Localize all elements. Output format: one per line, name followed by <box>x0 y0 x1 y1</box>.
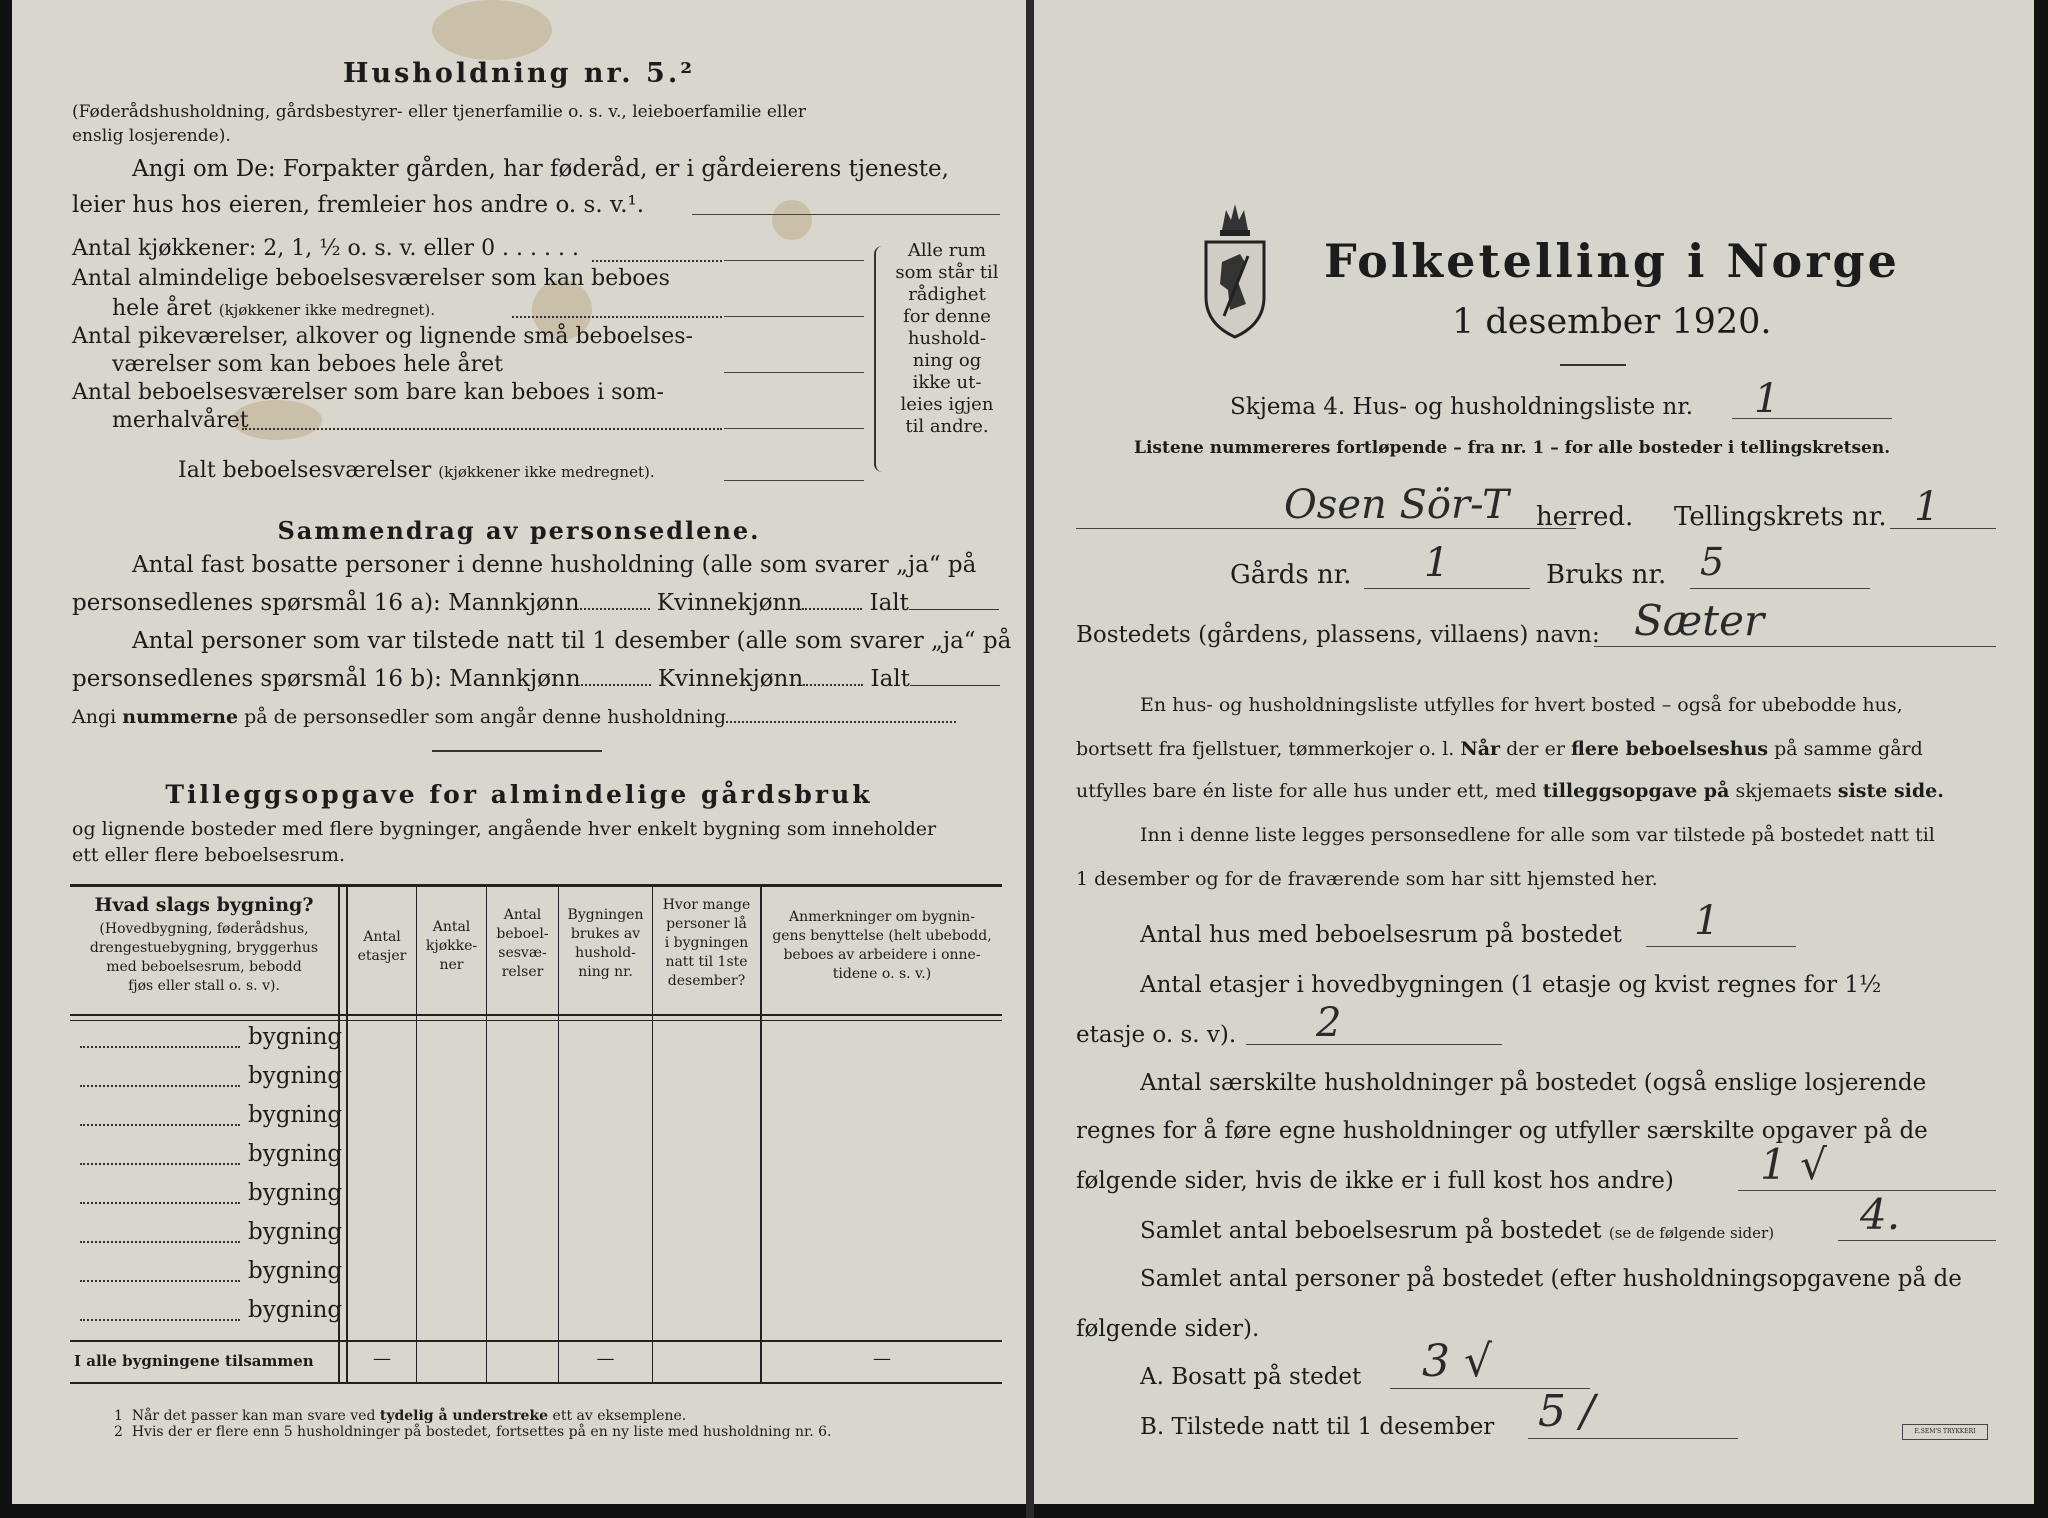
p1-l3d: siste side. <box>1837 780 1944 802</box>
fn1-c: ett av eksemplene. <box>552 1408 687 1424</box>
answer-line <box>1076 528 1576 529</box>
census-date: 1 desember 1920. <box>1452 302 1772 342</box>
dot-leader <box>592 260 722 262</box>
divider <box>432 750 602 752</box>
q-rum-value: 4. <box>1860 1190 1901 1239</box>
fn-num-1: 1 <box>114 1408 123 1424</box>
intro-note-2: enslig losjerende). <box>72 126 231 146</box>
th-line: fjøs eller stall o. s. v). <box>128 978 280 994</box>
s2-kvinne: Kvinnekjønn <box>656 590 803 616</box>
side-note-line: Alle rum <box>907 240 987 261</box>
q-etasjer-value: 2 <box>1316 1000 1342 1046</box>
row-label: bygning <box>248 1219 343 1245</box>
tillegg-title: Tilleggsopgave for almindelige gårdsbruk <box>165 780 873 809</box>
th-line: Antal <box>503 907 542 923</box>
answer-line <box>1246 1044 1502 1045</box>
row-label: bygning <box>248 1141 343 1167</box>
divider <box>1560 364 1626 366</box>
fn1-a: Når det passer kan man svare ved <box>131 1408 376 1424</box>
bosted-value: Sæter <box>1634 596 1765 645</box>
skjema-line: Skjema 4. Hus- og husholdningsliste nr. <box>1230 394 1694 420</box>
p1-l2d: flere beboelseshus <box>1571 738 1769 760</box>
intro-note: (Føderådshusholdning, gårdsbestyrer- eller tjenerfamilie o. s. v., leieboerfamilie eller <box>72 102 806 122</box>
census-title: Folketelling i Norge <box>1324 234 1900 288</box>
p2-line-1: Inn i denne liste legges personsedlene for alle som var tilstede på bostedet natt til <box>1140 824 1935 846</box>
th-line: med beboelsesrum, bebodd <box>106 959 302 975</box>
side-note-line: leies igjen <box>900 394 994 415</box>
side-note-line: som står til <box>895 262 999 283</box>
footnote-1 <box>114 1408 686 1424</box>
q-pike-1: Antal pikeværelser, alkover og lignende små beboelses- <box>72 324 693 349</box>
s4-text: personsedlenes spørsmål 16 b): Mannkjønn <box>72 666 581 692</box>
q-alm-1: Antal almindelige beboelsesværelser som kan beboes <box>72 266 670 291</box>
row-dot-leader <box>80 1280 240 1282</box>
th-line: kjøkke- <box>425 938 478 954</box>
p1-l2b: Når <box>1460 738 1501 760</box>
fn-num-2: 2 <box>114 1424 123 1440</box>
s5-a: Angi <box>72 706 117 728</box>
q-rum <box>1140 1218 1774 1244</box>
th-etasjer <box>348 928 416 966</box>
th-line: relser <box>501 964 544 980</box>
th-line: Hvor mange <box>662 897 751 913</box>
q-alm-2-text: hele året <box>112 296 212 321</box>
th-line: beboes av arbeidere i onne- <box>783 947 981 963</box>
q-som-2: merhalvåret <box>112 408 249 433</box>
household-title: Husholdning nr. 5.² <box>342 58 696 89</box>
th-anmerkninger <box>762 908 1002 984</box>
answer-line <box>1838 1240 1996 1241</box>
p1-line-3 <box>1076 780 1944 802</box>
th-line: i bygningen <box>664 935 749 951</box>
tellingskrets-label: Tellingskrets nr. <box>1674 502 1887 532</box>
p1-l2e: på samme gård <box>1774 738 1923 760</box>
page-fold <box>1026 0 1034 1518</box>
row-label: bygning <box>248 1180 343 1206</box>
th-line: etasjer <box>357 948 407 964</box>
listene-note: Listene nummereres fortløpende – fra nr. 1 – for alle bosteder i tellingskretsen. <box>1134 438 1891 458</box>
p1-l2a: bortsett fra fjellstuer, tømmerkojer o. l. <box>1076 738 1455 760</box>
answer-line <box>724 428 864 429</box>
herred-label: herred. <box>1536 502 1634 532</box>
bruks-label: Bruks nr. <box>1546 560 1667 590</box>
th-line: hushold- <box>575 945 636 961</box>
th-line: (Hovedbygning, føderådshus, <box>99 921 309 937</box>
th-line: personer lå <box>666 916 747 932</box>
q-som-1: Antal beboelsesværelser som bare kan beboes i som- <box>72 380 664 405</box>
row-dot-leader <box>80 1241 240 1243</box>
row-dot-leader <box>80 1124 240 1126</box>
side-note-line: hushold- <box>907 328 987 349</box>
s2-text: personsedlenes spørsmål 16 a): Mannkjønn <box>72 590 580 616</box>
th-beboelsesvaerelser <box>487 906 558 982</box>
th-line: ning nr. <box>578 964 633 980</box>
th-line: ner <box>439 957 464 973</box>
q-hush-value: 1 √ <box>1760 1140 1827 1189</box>
answer-line <box>1690 588 1870 589</box>
bosted-label: Bostedets (gårdens, plassens, villaens) navn: <box>1076 622 1600 648</box>
th-building-note <box>72 920 336 996</box>
th-line: tidene o. s. v.) <box>832 966 932 982</box>
q-kjokken: Antal kjøkkener: 2, 1, ½ o. s. v. eller 0 . . . . . . <box>72 236 579 261</box>
q-etasjer-1: Antal etasjer i hovedbygningen (1 etasje og kvist regnes for 1½ <box>1140 972 1882 998</box>
q-hus: Antal hus med beboelsesrum på bostedet <box>1140 922 1622 948</box>
th-line: drengestuebygning, bryggerhus <box>89 940 319 956</box>
total-row-label: I alle bygningene tilsammen <box>74 1352 314 1370</box>
row-label: bygning <box>248 1297 343 1323</box>
row-label: bygning <box>248 1258 343 1284</box>
liste-nr-value: 1 <box>1754 376 1780 422</box>
total-dash: — <box>373 1348 391 1369</box>
q-hush-2: regnes for å føre egne husholdninger og utfyller særskilte opgaver på de <box>1076 1118 1928 1144</box>
s4-ialt: Ialt <box>870 666 910 692</box>
p1-l2c: der er <box>1506 738 1565 760</box>
answer-line <box>692 214 1000 215</box>
q-pike-2: værelser som kan beboes hele året <box>112 352 503 377</box>
row-label: bygning <box>248 1063 343 1089</box>
herred-value: Osen Sör-T <box>1284 482 1509 528</box>
q-alm-2-note: (kjøkkener ikke medregnet). <box>218 301 436 319</box>
answer-line <box>724 316 864 317</box>
p1-line-2 <box>1076 738 1923 760</box>
q-bosatt-value: 3 √ <box>1422 1336 1493 1387</box>
th-kjokkener <box>417 918 486 975</box>
left-page <box>12 0 1026 1504</box>
s4-kvinne: Kvinnekjønn <box>657 666 804 692</box>
q-rum-text: Samlet antal beboelsesrum på bostedet <box>1140 1218 1602 1244</box>
q-tilstede: B. Tilstede natt til 1 desember <box>1140 1414 1495 1440</box>
row-dot-leader <box>80 1202 240 1204</box>
row-label: bygning <box>248 1102 343 1128</box>
q-hus-value: 1 <box>1694 898 1720 944</box>
q-alm-2 <box>112 296 435 321</box>
th-line: brukes av <box>570 926 641 942</box>
q-ialt-text: Ialt beboelsesværelser <box>178 458 432 483</box>
p1-line-1: En hus- og husholdningsliste utfylles for hvert bosted – også for ubebodde hus, <box>1140 694 1903 716</box>
q-hush-1: Antal særskilte husholdninger på bostedet (også enslige losjerende <box>1140 1070 1927 1096</box>
side-note-line: for denne <box>903 306 991 327</box>
sammendrag-1: Antal fast bosatte personer i denne husholdning (alle som svarer „ja“ på <box>132 552 977 578</box>
p2-line-2: 1 desember og for de fraværende som har sitt hjemsted her. <box>1076 868 1658 890</box>
sammendrag-3: Antal personer som var tilstede natt til 1 desember (alle som svarer „ja“ på <box>132 628 1012 654</box>
angi-line-1: Angi om De: Forpakter gården, har føderåd, er i gårdeierens tjeneste, <box>132 156 949 182</box>
right-page <box>1034 0 2034 1504</box>
answer-line <box>1890 528 1996 529</box>
row-dot-leader <box>80 1163 240 1165</box>
gards-label: Gårds nr. <box>1230 560 1352 590</box>
th-line: beboel- <box>496 926 549 942</box>
gards-value: 1 <box>1424 540 1450 586</box>
q-pers-2: følgende sider). <box>1076 1316 1260 1342</box>
answer-line <box>724 480 864 481</box>
coat-of-arms-icon <box>1200 192 1270 342</box>
sammendrag-4 <box>72 666 1000 692</box>
q-etasjer-2: etasje o. s. v). <box>1076 1022 1237 1048</box>
brace <box>874 246 882 472</box>
th-line: Anmerkninger om bygnin- <box>789 909 975 925</box>
q-rum-note: (se de følgende sider) <box>1608 1224 1775 1242</box>
bruks-value: 5 <box>1700 540 1725 584</box>
th-line: desember? <box>667 973 746 989</box>
answer-line <box>724 260 864 261</box>
answer-line <box>1594 646 1996 647</box>
q-ialt <box>178 458 655 483</box>
sammendrag-title: Sammendrag av personsedlene. <box>277 516 761 545</box>
q-tilstede-value: 5 / <box>1538 1386 1595 1437</box>
th-line: Antal <box>432 919 471 935</box>
tellingskrets-value: 1 <box>1914 484 1940 530</box>
answer-line <box>1646 946 1796 947</box>
th-building: Hvad slags bygning? <box>94 894 314 916</box>
row-label: bygning <box>248 1024 343 1050</box>
total-dash: — <box>596 1348 615 1369</box>
answer-line <box>1528 1438 1738 1439</box>
s5-b: nummerne <box>122 706 239 728</box>
answer-line <box>724 372 864 373</box>
q-pers-1: Samlet antal personer på bostedet (efter husholdningsopgavene på de <box>1140 1266 1962 1292</box>
p1-l3b: tilleggsopgave på <box>1542 780 1730 802</box>
total-dash: — <box>873 1348 891 1369</box>
fn2-text: Hvis der er flere enn 5 husholdninger på bostedet, fortsettes på en ny liste med husholdning nr. 6. <box>131 1424 832 1440</box>
footnote-2 <box>114 1424 831 1440</box>
side-note-line: ning og <box>912 350 982 371</box>
th-line: sesvæ- <box>498 945 547 961</box>
row-dot-leader <box>80 1085 240 1087</box>
th-line: natt til 1ste <box>665 954 748 970</box>
th-line: gens benyttelse (helt ubebodd, <box>772 928 992 944</box>
angi-line-2: leier hus hos eieren, fremleier hos andre o. s. v.¹. <box>72 192 645 218</box>
q-hush-3: følgende sider, hvis de ikke er i full kost hos andre) <box>1076 1168 1674 1194</box>
q-bosatt: A. Bosatt på stedet <box>1140 1364 1362 1390</box>
tillegg-1: og lignende bosteder med flere bygninger, angående hver enkelt bygning som inneholder <box>72 818 937 840</box>
th-line: Antal <box>363 929 401 945</box>
side-note-line: rådighet <box>908 284 986 305</box>
row-dot-leader <box>80 1319 240 1321</box>
th-personer <box>653 896 760 991</box>
row-dot-leader <box>80 1046 240 1048</box>
th-line: Bygningen <box>567 907 644 923</box>
fn1-b: tydelig å understreke <box>379 1408 549 1424</box>
p1-l3a: utfylles bare én liste for alle hus under ett, med <box>1076 780 1537 802</box>
sammendrag-2 <box>72 590 999 616</box>
tillegg-2: ett eller flere beboelsesrum. <box>72 844 346 866</box>
sammendrag-5 <box>72 706 956 728</box>
q-ialt-note: (kjøkkener ikke medregnet). <box>438 463 655 481</box>
s2-ialt: Ialt <box>869 590 909 616</box>
side-note-line: til andre. <box>905 416 989 437</box>
s5-c: på de personsedler som angår denne husholdning <box>244 706 727 728</box>
p1-l3c: skjemaets <box>1735 780 1832 802</box>
dot-leader <box>512 316 722 318</box>
dot-leader <box>242 428 722 430</box>
side-note-line: ikke ut- <box>912 372 982 393</box>
side-note <box>882 240 1012 438</box>
th-husholdning <box>559 906 652 982</box>
answer-line <box>1364 588 1530 589</box>
printer-stamp: E.SEM'S TRYKKERI <box>1902 1424 1988 1440</box>
